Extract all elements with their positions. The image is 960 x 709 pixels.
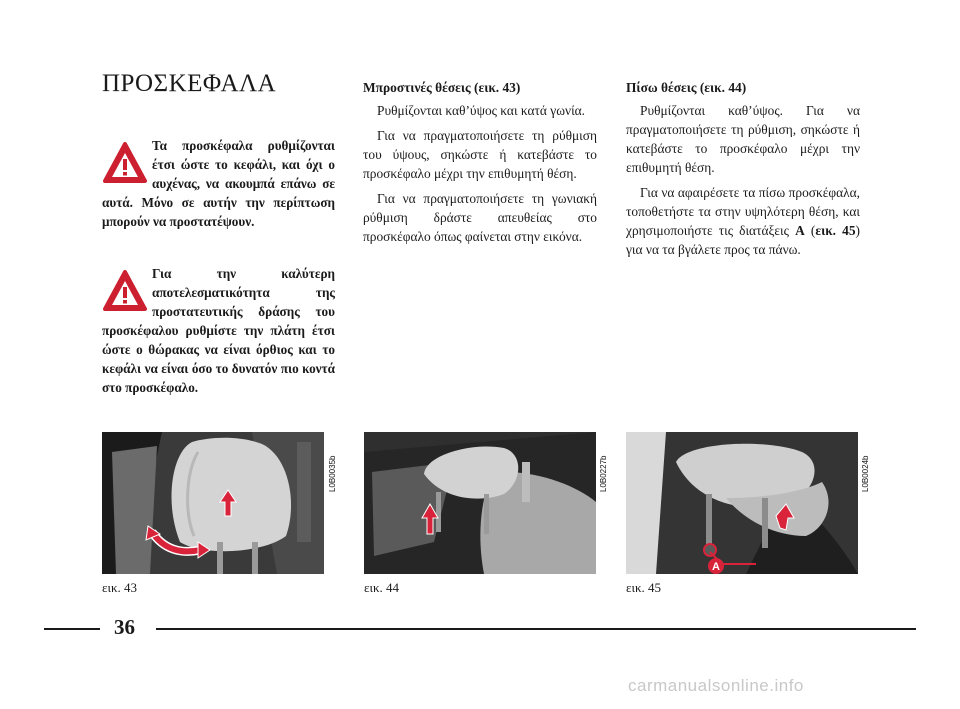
- figure-45-photo: [626, 432, 858, 574]
- footer-rule-left: [44, 628, 100, 630]
- rear-seats-paragraph: Ρυθμίζονται καθ’ύψος. Για να πραγματοποιήσετε τη ρύθμιση, σηκώστε ή κατεβάστε το προσκέφαλο μέχρι την επιθυμητή θέση.: [626, 103, 860, 175]
- figure-43-photo: [102, 432, 324, 574]
- front-seats-paragraph: Ρυθμίζονται καθ’ύψος και κατά γωνία.: [377, 103, 586, 118]
- rear-seats-paragraph: Για να αφαιρέσετε τα πίσω προσκέφαλα, τοποθετήστε τα στην υψηλότερη θέση, και χρησιμοποιήστε τις διατάξεις A (εικ. 45) για να τα βγάλετε προς τα πάνω.: [626, 185, 860, 257]
- page-number: 36: [114, 615, 135, 639]
- figure-44-photo: [364, 432, 596, 574]
- figure-43-code: L0B0035b: [328, 455, 337, 492]
- front-seats-paragraph: Για να πραγματοποιήσετε τη ρύθμιση του ύψους, σηκώστε ή κατεβάστε το προσκέφαλο μέχρι την επιθυμητή θέση.: [363, 128, 597, 181]
- warning-triangle-icon: [102, 269, 148, 313]
- rear-seats-section: [626, 78, 860, 265]
- figure-43-caption: εικ. 43: [102, 580, 138, 595]
- warning-text-2: Για την καλύτερη αποτελεσματικότητα της προστατευτικής δράσης του προσκέφαλου ρυθμίστε την πλάτη έτσι ώστε ο θώρακας να είναι όρθιος και το κεφάλι να είναι όσο το δυνατόν πιο κοντά στο προσκέφαλο.: [102, 266, 335, 395]
- front-seats-title: Μπροστινές θέσεις (εικ. 43): [363, 80, 521, 95]
- figure-45-caption: εικ. 45: [626, 580, 662, 595]
- front-seats-paragraph: Για να πραγματοποιήσετε τη γωνιακή ρύθμιση δράστε απευθείας στο προσκέφαλο όπως φαίνεται στην εικόνα.: [363, 191, 597, 244]
- front-seats-section: [363, 78, 597, 252]
- figure-44-code: L0B0227b: [599, 455, 608, 492]
- warning-block-1: [102, 136, 335, 231]
- warning-triangle-icon: [102, 141, 148, 185]
- footer-rule-right: [156, 628, 916, 630]
- callout-a-label: A: [712, 561, 720, 573]
- warning-block-2: [102, 264, 335, 397]
- watermark: carmanualsonline.info: [628, 676, 804, 695]
- figure-45-code: L0B0024b: [861, 455, 870, 492]
- warning-text-1: Τα προσκέφαλα ρυθμίζονται έτσι ώστε το κεφάλι, και όχι ο αυχένας, να ακουμπά επάνω σε αυτά. Μόνο σε αυτήν την περίπτωση μπορούν να προστατέψουν.: [102, 138, 335, 229]
- figure-44-caption: εικ. 44: [364, 580, 400, 595]
- page-title: ΠΡΟΣΚΕΦΑΛΑ: [102, 70, 277, 97]
- rear-seats-title: Πίσω θέσεις (εικ. 44): [626, 80, 747, 95]
